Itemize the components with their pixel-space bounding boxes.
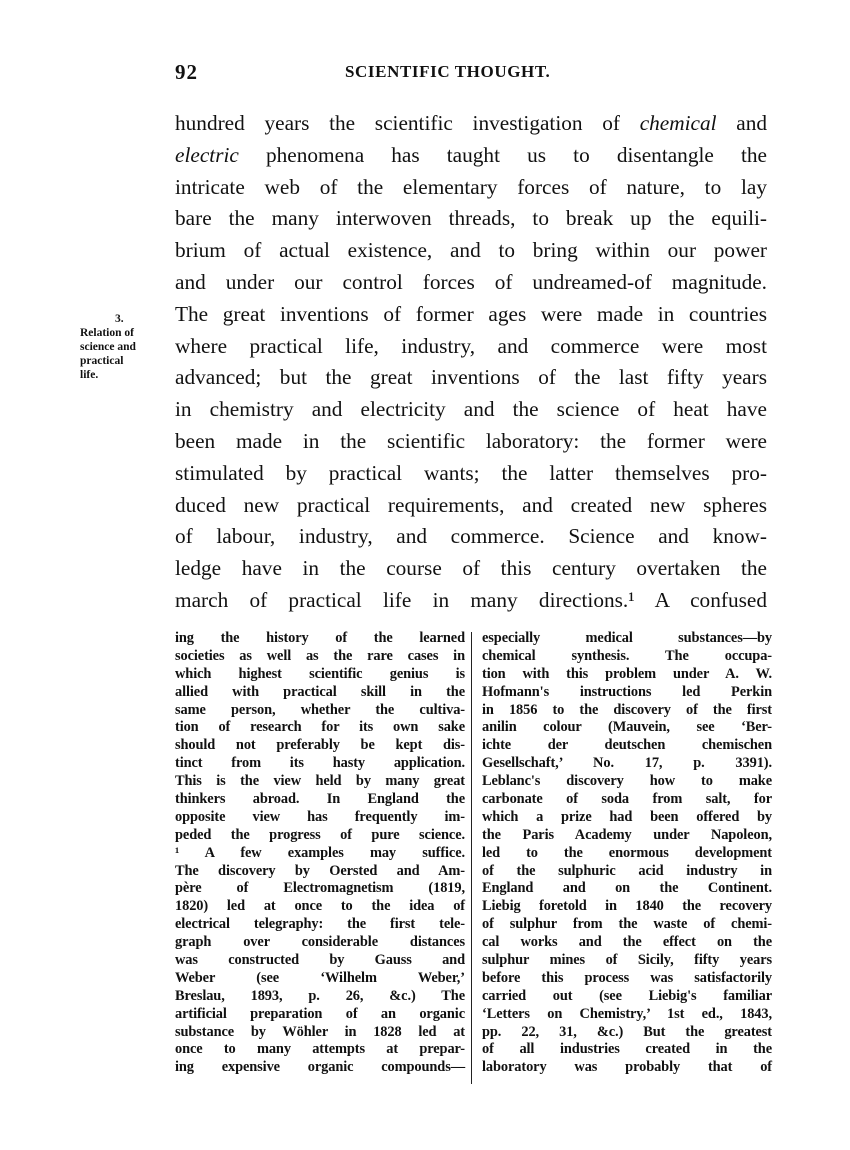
body-text — [175, 108, 767, 617]
footnote-line: should not preferably be kept dis- — [175, 737, 465, 754]
margin-note-line: practical — [80, 355, 124, 367]
body-line: electric phenomena has taught us to disentangle the — [175, 142, 767, 167]
body-line: been made in the scientific laboratory: the former were — [175, 428, 767, 453]
margin-note-line: Relation of — [80, 327, 134, 339]
footnote-line: which highest scientific genius is — [175, 665, 465, 682]
footnote-line: same person, whether the cultiva- — [175, 701, 465, 718]
body-line: bare the many interwoven threads, to break up the equili- — [175, 206, 767, 231]
footnote-line: ing expensive organic compounds— — [175, 1059, 465, 1076]
emphasis: electric — [175, 142, 239, 167]
footnote-line: led to the enormous development — [482, 844, 772, 861]
body-line: where practical life, industry, and commerce were most — [175, 333, 767, 358]
footnote-line: sulphur mines of Sicily, fifty years — [482, 952, 772, 969]
body-line: intricate web of the elementary forces of nature, to lay — [175, 174, 767, 199]
emphasis: chemical — [639, 111, 717, 135]
footnote-line: the Paris Academy under Napoleon, — [482, 826, 772, 843]
footnote-line: tion of research for its own sake — [175, 719, 465, 736]
footnote-line: Weber (see ‘Wilhelm Weber,’ — [175, 969, 465, 986]
running-head: SCIENTIFIC THOUGHT. — [345, 62, 551, 81]
footnote-line: of the sulphuric acid industry in — [482, 862, 772, 879]
footnote-line: anilin colour (Mauvein, see ‘Ber- — [482, 719, 772, 736]
footnote-line: substance by Wöhler in 1828 led at — [175, 1023, 465, 1040]
footnote-line: tinct from its hasty application. — [175, 755, 465, 772]
footnote-line: allied with practical skill in the — [175, 683, 465, 700]
footnote-line: opposite view has frequently im- — [175, 808, 465, 825]
body-line: duced new practical requirements, and created new spheres — [175, 492, 767, 517]
margin-note — [80, 312, 166, 382]
body-line: hundred years the scientific investigation of chemical and — [175, 111, 768, 135]
body-line: stimulated by practical wants; the latter themselves pro- — [175, 460, 767, 485]
footnote-line: societies as well as the rare cases in — [175, 647, 465, 664]
footnote-line: chemical synthesis. The occupa- — [482, 647, 772, 664]
footnote-column-left — [175, 630, 465, 1077]
margin-note-number: 3. — [115, 313, 124, 325]
footnote-line: pp. 22, 31, &c.) But the greatest — [482, 1023, 772, 1040]
footnote-line: Hofmann's instructions led Perkin — [482, 683, 772, 700]
column-divider — [471, 632, 472, 1084]
body-line: ledge have in the course of this century overtaken the — [175, 556, 767, 581]
footnote-line: cal works and the effect on the — [482, 934, 772, 951]
footnote-line: graph over considerable distances — [175, 934, 465, 951]
footnote-line: once to many attempts at prepar- — [175, 1041, 465, 1058]
body-line: advanced; but the great inventions of the last fifty years — [175, 365, 767, 390]
footnote-line: carbonate of soda from salt, for — [482, 791, 772, 808]
footnote-line: before this process was satisfactorily — [482, 969, 772, 986]
margin-note-line: life. — [80, 369, 99, 381]
footnote-line: thinkers abroad. In England the — [175, 791, 465, 808]
footnote-line: ‘Letters on Chemistry,’ 1st ed., 1843, — [482, 1005, 772, 1022]
footnote-line: This is the view held by many great — [175, 773, 465, 790]
footnote-line: The discovery by Oersted and Am- — [175, 862, 465, 879]
footnote-line: England and on the Continent. — [482, 880, 772, 897]
body-line: march of practical life in many directions.¹ A confused — [175, 587, 767, 612]
footnote-line: electrical telegraphy: the first tele- — [175, 916, 465, 933]
footnote-line: Leblanc's discovery how to make — [482, 773, 772, 790]
body-line: and under our control forces of undreamed-of magnitude. — [175, 269, 767, 294]
footnote-line: Breslau, 1893, p. 26, &c.) The — [175, 987, 465, 1004]
footnote-line: peded the progress of pure science. — [175, 826, 465, 843]
footnote-line: laboratory was probably that of — [482, 1059, 772, 1076]
footnote-line: Gesellschaft,’ No. 17, p. 3391). — [482, 755, 772, 772]
footnote-line: which a prize had been offered by — [482, 808, 772, 825]
footnote-line: ichte der deutschen chemischen — [482, 737, 772, 754]
page-header — [175, 54, 767, 90]
footnote-line: of sulphur from the waste of chemi- — [482, 916, 772, 933]
footnote-line: ing the history of the learned — [175, 630, 465, 646]
footnote-line: was constructed by Gauss and — [175, 952, 465, 969]
footnote-line: especially medical substances—by — [482, 630, 772, 646]
body-line: of labour, industry, and commerce. Science and know- — [175, 524, 767, 549]
footnote-line: père of Electromagnetism (1819, — [175, 880, 465, 897]
body-line: brium of actual existence, and to bring within our power — [175, 238, 767, 263]
body-line: The great inventions of former ages were made in countries — [175, 301, 767, 326]
footnote-line: artificial preparation of an organic — [175, 1005, 465, 1022]
footnote-line: ¹ A few examples may suffice. — [175, 844, 465, 861]
footnote-line: carried out (see Liebig's familiar — [482, 987, 772, 1004]
margin-note-line: science and — [80, 341, 136, 353]
footnote-column-right — [482, 630, 772, 1077]
footnote-line: tion with this problem under A. W. — [482, 665, 772, 682]
footnote-line: of all industries created in the — [482, 1041, 772, 1058]
footnote-line: 1820) led at once to the idea of — [175, 898, 465, 915]
footnote-line: in 1856 to the discovery of the first — [482, 701, 772, 718]
footnote-line: Liebig foretold in 1840 the recovery — [482, 898, 772, 915]
page-number: 92 — [175, 60, 198, 84]
body-line: in chemistry and electricity and the science of heat have — [175, 397, 767, 422]
